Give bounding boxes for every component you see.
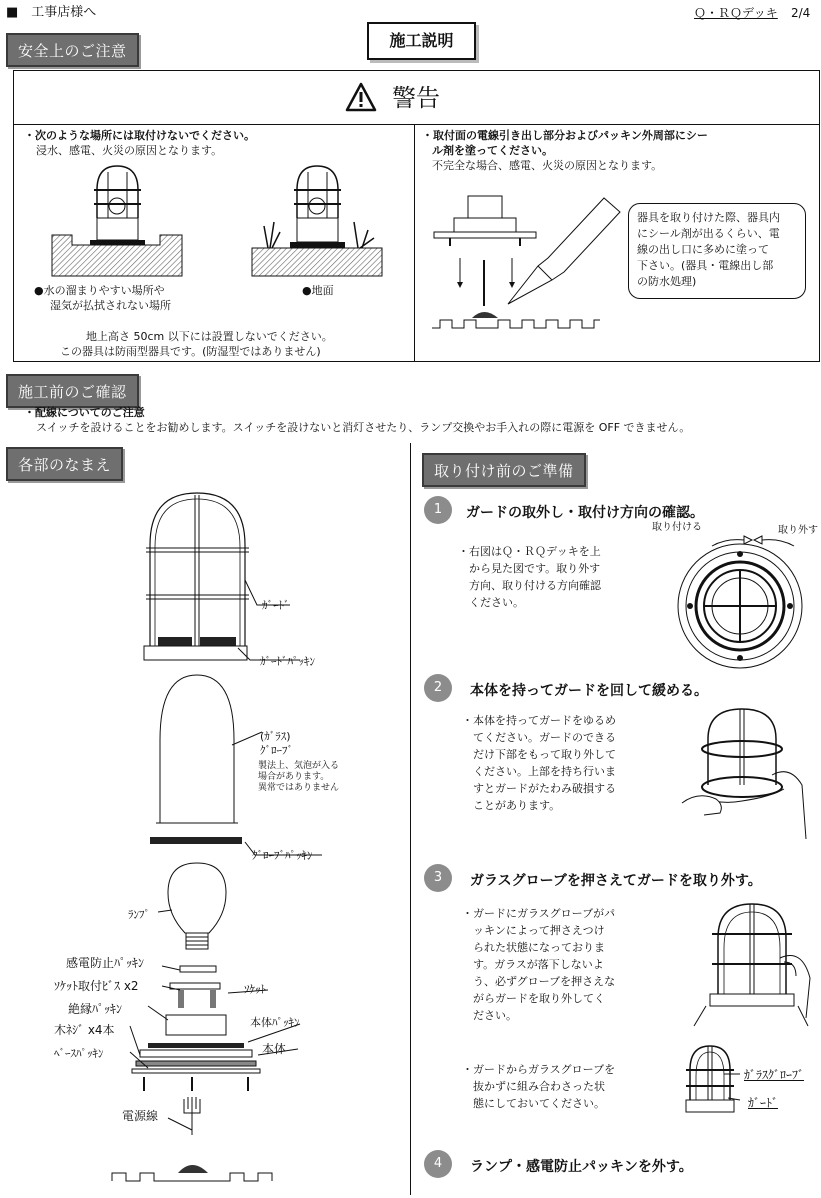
step-2-text: ください。上部を持ち行いま: [462, 765, 616, 778]
step-1-text: ・右図はＱ・ＲＱデッキを上: [458, 545, 601, 558]
safety-tag: 安全上のご注意: [6, 33, 139, 67]
step-1-title: ガードの取外し・取付け方向の確認。: [466, 505, 704, 521]
step-2-text: ・本体を持ってガードをゆるめ: [462, 714, 616, 727]
label-lamp: ﾗﾝﾌﾟ: [128, 908, 150, 921]
bubble-line: 器具を取り付けた際、器具内: [637, 211, 780, 224]
label-socket-screw: ｿｹｯﾄ取付ﾋﾞｽ x2: [54, 979, 139, 993]
step-3-text: ッキンによって押さえつけ: [462, 924, 605, 937]
prep-tag: 取り付け前のご準備: [422, 453, 586, 487]
step-3-illustration: [684, 898, 814, 1028]
step-2-title: 本体を持ってガードを回して緩める。: [470, 683, 708, 699]
caption-water-2: 湿気が払拭されない場所: [50, 299, 171, 312]
wiring-heading: ・配線についてのご注意: [24, 406, 145, 419]
wiring-body: スイッチを設けることをお勧めします。スイッチを設けないと消灯させたり、ランプ交換やお手入れの際に電源を OFF できません。: [36, 421, 691, 434]
warning-right-heading-1: ・取付面の電線引き出し部分およびパッキン外周部にシー: [422, 129, 708, 142]
top-view-illustration: [670, 528, 810, 668]
page-number: 2/4: [791, 6, 811, 20]
label-body-packing: 本体ﾊﾟｯｷﾝ: [250, 1016, 300, 1029]
step-4-title: ランプ・感電防止パッキンを外す。: [470, 1159, 693, 1175]
caption-water-1: ●水の溜まりやすい場所や: [34, 284, 165, 297]
warning-left-heading: ・次のような場所には取付けないでください。: [24, 129, 255, 142]
bubble-line: の防水処理): [637, 275, 697, 288]
label-glass-1: (ｶﾞﾗｽ): [260, 730, 291, 743]
label-assembled-guard: ｶﾞｰﾄﾞ: [748, 1096, 779, 1110]
label-wood-screw: 木ﾈｼﾞ x4本: [54, 1023, 115, 1037]
step-3-text: ・ガードにガラスグローブがパ: [462, 907, 616, 920]
glass-note-line: 異常ではありません: [258, 783, 340, 793]
label-insulation-packing: 絶縁ﾊﾟｯｷﾝ: [68, 1002, 123, 1016]
bubble-line: にシール剤が出るくらい、電: [637, 227, 780, 240]
step-2-text: だけ下部をもって取り外して: [462, 748, 616, 761]
step-1-number: 1: [424, 496, 452, 524]
page-title: 施工説明: [389, 31, 454, 50]
warning-title: 警告: [392, 84, 440, 112]
step-3-number: 3: [424, 864, 452, 892]
warning-left-sub: 浸水、感電、火災の原因となります。: [36, 144, 223, 157]
label-assembled-globe: ｶﾞﾗｽｸﾞﾛｰﾌﾞ: [744, 1068, 805, 1082]
height-note: 地上高さ 50cm 以下には設置しないでください。: [86, 330, 333, 343]
warning-right-heading-2: ル剤を塗ってください。: [432, 144, 553, 157]
step-3-title: ガラスグローブを押さえてガードを取り外す。: [470, 873, 762, 889]
product-name: Ｑ・ＲＱデッキ: [694, 6, 778, 20]
step-3-text-b: ・ガードからガラスグローブを: [462, 1063, 616, 1076]
rainproof-note: この器具は防雨型器具です。(防湿型ではありません): [60, 345, 321, 358]
glass-note-line: 場合があります。: [258, 772, 330, 782]
label-guard: ｶﾞｰﾄﾞ: [262, 599, 290, 612]
step-3-text: がらガードを取り外してく: [462, 992, 605, 1005]
label-glass-2: ｸﾞﾛｰﾌﾞ: [260, 744, 293, 757]
glass-note-line: 製法上、気泡が入る: [258, 761, 340, 771]
step-2-number: 2: [424, 674, 452, 702]
step-1-text: から見た図です。取り外す: [458, 562, 601, 575]
rotate-remove-label: 取り外す: [778, 525, 818, 536]
label-power-line: 電源線: [122, 1109, 159, 1123]
step-2-text: てください。ガードのできる: [462, 731, 616, 744]
step-3-text: す。ガラスが落下しないよ: [462, 958, 604, 971]
label-globe-packing: ｸﾞﾛｰﾌﾞﾊﾟｯｷﾝ: [252, 849, 313, 862]
step-4-number: 4: [424, 1150, 452, 1178]
step-3-text: られた状態になっておりま: [462, 941, 605, 954]
pre-check-tag: 施工前のご確認: [6, 374, 139, 408]
parts-tag: 各部のなまえ: [6, 447, 123, 481]
step-3-text-b: 抜かずに組み合わさった状: [462, 1080, 605, 1093]
label-body: 本体: [262, 1042, 287, 1056]
header-label: ■ 工事店様へ: [6, 5, 97, 20]
bubble-line: 線の出し口に多めに塗って: [637, 243, 769, 256]
step-1-text: ください。: [458, 596, 524, 609]
step-2-illustration: [680, 705, 810, 845]
caption-ground: ●地面: [302, 284, 334, 297]
rotate-attach-label: 取り付ける: [652, 522, 702, 533]
step-1-text: 方向、取り付ける方向確認: [458, 579, 601, 592]
step-2-text: すとガードがたわみ破損する: [462, 782, 616, 795]
step-2-text: ことがあります。: [462, 799, 561, 812]
label-anti-shock-packing: 感電防止ﾊﾟｯｷﾝ: [66, 956, 145, 970]
step-3-text: ださい。: [462, 1009, 517, 1022]
bubble-line: 下さい。(器具・電線出し部: [637, 259, 774, 272]
step-3-text: う、必ずグローブを押さえな: [462, 975, 616, 988]
step-3-text-b: 態にしておいてください。: [462, 1097, 605, 1110]
label-socket: ｿｹｯﾄ: [244, 983, 266, 996]
label-base-packing: ﾍﾞｰｽﾊﾟｯｷﾝ: [54, 1047, 104, 1060]
warning-right-sub: 不完全な場合、感電、火災の原因となります。: [432, 159, 663, 172]
label-guard-packing: ｶﾞｰﾄﾞﾊﾟｯｷﾝ: [260, 655, 315, 668]
